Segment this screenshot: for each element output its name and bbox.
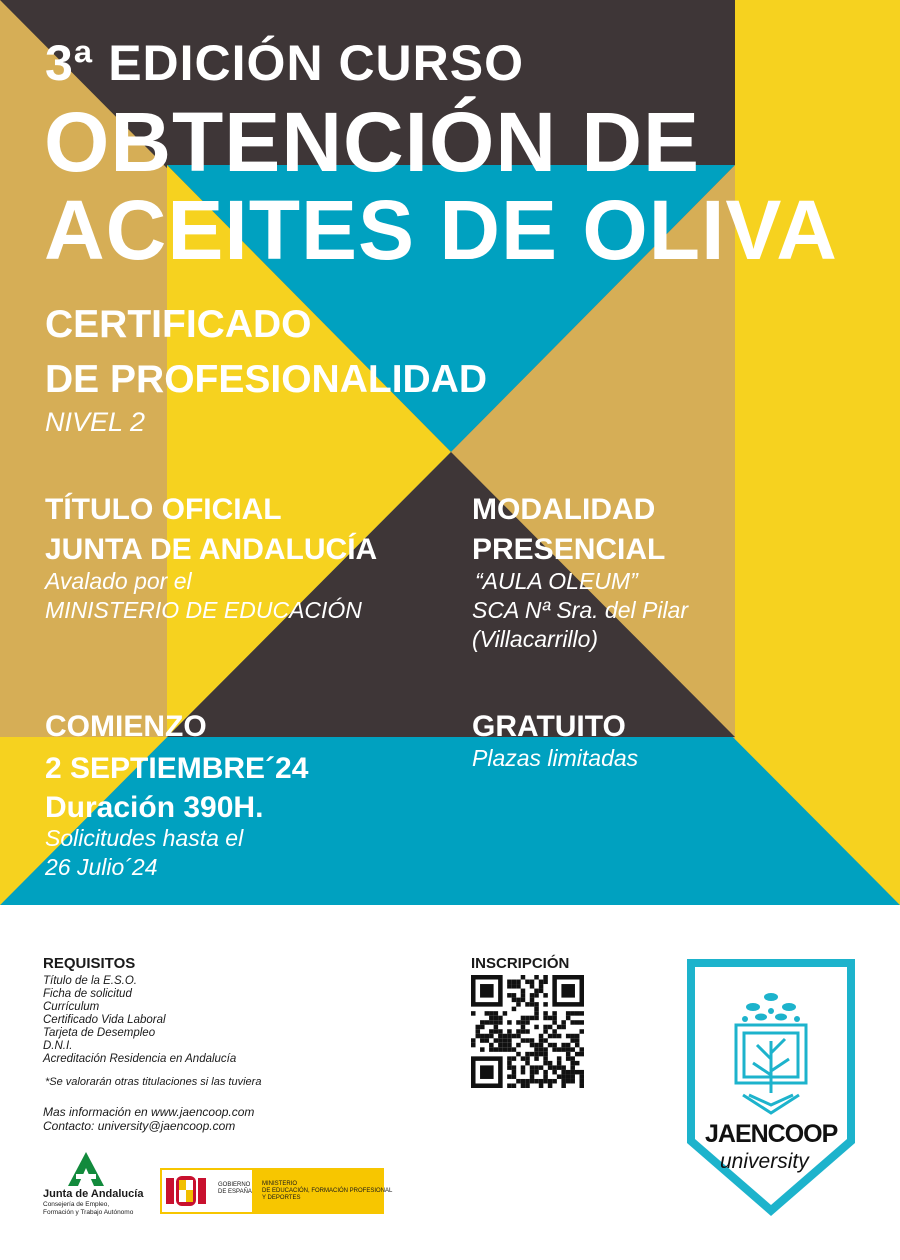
junta-sub2: Formación y Trabajo Autónomo — [43, 1209, 134, 1216]
requirement-item: Certificado Vida Laboral — [43, 1014, 166, 1026]
start-date: 2 SEPTIEMBRE´24 — [45, 752, 309, 785]
modality-sub1: “AULA OLEUM” — [475, 568, 638, 594]
course-title-line1: OBTENCIÓN DE — [44, 95, 701, 189]
jaencoop-shield-logo — [683, 955, 859, 1220]
spain-coat-of-arms-icon — [164, 1174, 208, 1208]
jaencoop-sub: university — [720, 1150, 809, 1173]
requirement-item: Título de la E.S.O. — [43, 975, 137, 987]
ministry-label3: Y DEPORTES — [262, 1195, 301, 1201]
start-sub1: Solicitudes hasta el — [45, 825, 244, 851]
official-title-line1: TÍTULO OFICIAL — [45, 493, 282, 526]
start-sub2: 26 Julio´24 — [45, 854, 158, 880]
official-title-sub1: Avalado por el — [45, 568, 192, 594]
ministry-label1: MINISTERIO — [262, 1181, 298, 1187]
price-sub: Plazas limitadas — [472, 745, 639, 771]
modality-line1: MODALIDAD — [472, 493, 656, 526]
modality-sub3: (Villacarrillo) — [472, 626, 599, 652]
official-title-line2: JUNTA DE ANDALUCÍA — [45, 533, 378, 566]
price-label: GRATUITO — [472, 710, 626, 743]
junta-sub1: Consejería de Empleo, — [43, 1201, 110, 1208]
requirement-item: Currículum — [43, 1001, 100, 1013]
requirements-heading: REQUISITOS — [43, 955, 136, 972]
requirement-item: D.N.I. — [43, 1040, 73, 1052]
modality-sub2: SCA Nª Sra. del Pilar — [472, 597, 689, 623]
edition-label: 3ª EDICIÓN CURSO — [45, 35, 525, 91]
contact-email[interactable]: Contacto: university@jaencoop.com — [43, 1119, 236, 1133]
requirement-item: Acreditación Residencia en Andalucía — [43, 1053, 237, 1065]
requirements-note: *Se valorarán otras titulaciones si las tuviera — [45, 1076, 262, 1088]
modality-line2: PRESENCIAL — [472, 533, 666, 566]
requirement-item: Ficha de solicitud — [43, 988, 132, 1000]
course-title-line2: ACEITES DE OLIVA — [44, 183, 838, 277]
contact-info — [43, 1105, 254, 1133]
junta-name: Junta de Andalucía — [43, 1188, 144, 1200]
gov-label1: GOBIERNO — [218, 1182, 251, 1188]
certificate-level: NIVEL 2 — [45, 407, 146, 437]
start-line1: COMIENZO — [45, 710, 207, 743]
jaencoop-name: JAENCOOP — [705, 1120, 838, 1148]
ministry-label2: DE EDUCACIÓN, FORMACIÓN PROFESIONAL — [262, 1188, 393, 1194]
duration: Duración 390H. — [45, 791, 264, 824]
certificate-line2: DE PROFESIONALIDAD — [45, 358, 488, 401]
more-info-link[interactable]: Mas información en www.jaencoop.com — [43, 1105, 255, 1119]
junta-andalucia-logo-icon — [66, 1150, 106, 1188]
requirement-item: Tarjeta de Desempleo — [43, 1027, 156, 1039]
official-title-sub2: MINISTERIO DE EDUCACIÓN — [45, 597, 362, 623]
requirements-list — [43, 975, 236, 1066]
certificate-line1: CERTIFICADO — [45, 303, 312, 346]
registration-qr-code[interactable] — [471, 975, 584, 1088]
gov-label2: DE ESPAÑA — [218, 1189, 252, 1195]
registration-heading: INSCRIPCIÓN — [471, 955, 570, 972]
